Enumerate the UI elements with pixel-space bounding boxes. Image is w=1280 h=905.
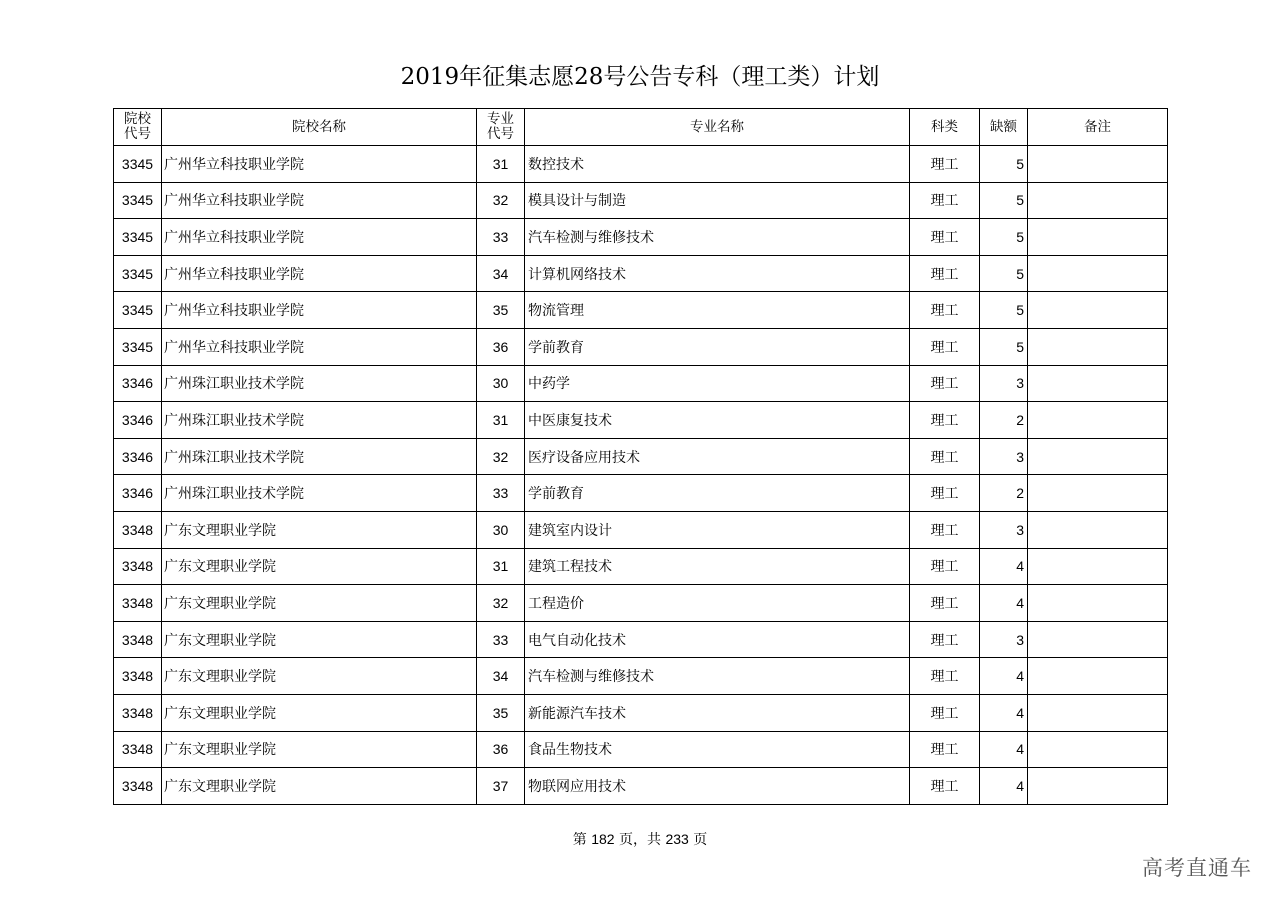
school-code-cell: 3345 <box>114 219 162 256</box>
table-row <box>114 621 1168 658</box>
table-row <box>114 182 1168 219</box>
school-name-cell: 广东文理职业学院 <box>162 658 477 695</box>
header-remark: 备注 <box>1028 109 1168 146</box>
school-name-cell: 广州珠江职业技术学院 <box>162 438 477 475</box>
major-code-cell: 30 <box>477 511 525 548</box>
major-name-cell: 新能源汽车技术 <box>525 694 910 731</box>
header-school-code: 院校代号 <box>114 109 162 146</box>
remark-cell <box>1028 255 1168 292</box>
major-name-cell: 电气自动化技术 <box>525 621 910 658</box>
quota-cell: 4 <box>980 694 1028 731</box>
major-code-cell: 30 <box>477 365 525 402</box>
quota-cell: 4 <box>980 768 1028 805</box>
remark-cell <box>1028 475 1168 512</box>
school-code-cell: 3345 <box>114 255 162 292</box>
major-name-cell: 工程造价 <box>525 585 910 622</box>
header-quota: 缺额 <box>980 109 1028 146</box>
quota-cell: 4 <box>980 658 1028 695</box>
footer-middle: 页，共 <box>619 832 661 848</box>
remark-cell <box>1028 402 1168 439</box>
page-footer <box>0 829 1280 849</box>
table-row <box>114 768 1168 805</box>
quota-cell: 3 <box>980 365 1028 402</box>
school-code-cell: 3345 <box>114 328 162 365</box>
school-name-cell: 广东文理职业学院 <box>162 731 477 768</box>
quota-cell: 4 <box>980 731 1028 768</box>
school-code-cell: 3348 <box>114 658 162 695</box>
category-cell: 理工 <box>910 621 980 658</box>
category-cell: 理工 <box>910 694 980 731</box>
major-code-cell: 31 <box>477 402 525 439</box>
school-name-cell: 广州珠江职业技术学院 <box>162 402 477 439</box>
major-name-cell: 汽车检测与维修技术 <box>525 219 910 256</box>
quota-cell: 4 <box>980 585 1028 622</box>
remark-cell <box>1028 585 1168 622</box>
major-code-cell: 31 <box>477 146 525 183</box>
school-code-cell: 3348 <box>114 548 162 585</box>
major-code-cell: 36 <box>477 328 525 365</box>
school-name-cell: 广东文理职业学院 <box>162 621 477 658</box>
table-row <box>114 585 1168 622</box>
category-cell: 理工 <box>910 365 980 402</box>
table-header-row <box>114 109 1168 146</box>
remark-cell <box>1028 731 1168 768</box>
major-name-cell: 数控技术 <box>525 146 910 183</box>
school-name-cell: 广州华立科技职业学院 <box>162 182 477 219</box>
major-name-cell: 医疗设备应用技术 <box>525 438 910 475</box>
quota-cell: 5 <box>980 292 1028 329</box>
table-row <box>114 475 1168 512</box>
major-name-cell: 食品生物技术 <box>525 731 910 768</box>
remark-cell <box>1028 292 1168 329</box>
category-cell: 理工 <box>910 548 980 585</box>
school-name-cell: 广州华立科技职业学院 <box>162 219 477 256</box>
school-code-cell: 3345 <box>114 146 162 183</box>
school-code-cell: 3348 <box>114 768 162 805</box>
major-name-cell: 模具设计与制造 <box>525 182 910 219</box>
major-name-cell: 中药学 <box>525 365 910 402</box>
school-code-cell: 3346 <box>114 475 162 512</box>
remark-cell <box>1028 694 1168 731</box>
header-school-name: 院校名称 <box>162 109 477 146</box>
major-code-cell: 35 <box>477 694 525 731</box>
remark-cell <box>1028 658 1168 695</box>
school-code-cell: 3348 <box>114 511 162 548</box>
remark-cell <box>1028 511 1168 548</box>
table-row <box>114 328 1168 365</box>
category-cell: 理工 <box>910 438 980 475</box>
major-name-cell: 建筑工程技术 <box>525 548 910 585</box>
major-code-cell: 32 <box>477 585 525 622</box>
header-major-code: 专业代号 <box>477 109 525 146</box>
school-name-cell: 广州华立科技职业学院 <box>162 328 477 365</box>
school-name-cell: 广州华立科技职业学院 <box>162 292 477 329</box>
school-code-cell: 3345 <box>114 292 162 329</box>
enrollment-plan-table <box>113 108 1168 805</box>
table-row <box>114 292 1168 329</box>
table-row <box>114 438 1168 475</box>
school-name-cell: 广州珠江职业技术学院 <box>162 365 477 402</box>
category-cell: 理工 <box>910 292 980 329</box>
school-code-cell: 3348 <box>114 585 162 622</box>
category-cell: 理工 <box>910 255 980 292</box>
category-cell: 理工 <box>910 731 980 768</box>
category-cell: 理工 <box>910 768 980 805</box>
remark-cell <box>1028 146 1168 183</box>
school-code-cell: 3348 <box>114 621 162 658</box>
category-cell: 理工 <box>910 585 980 622</box>
table-row <box>114 511 1168 548</box>
quota-cell: 2 <box>980 402 1028 439</box>
category-cell: 理工 <box>910 475 980 512</box>
header-major-name: 专业名称 <box>525 109 910 146</box>
school-name-cell: 广州华立科技职业学院 <box>162 255 477 292</box>
school-code-cell: 3346 <box>114 365 162 402</box>
major-name-cell: 物流管理 <box>525 292 910 329</box>
school-name-cell: 广东文理职业学院 <box>162 548 477 585</box>
watermark: 高考直通车 <box>1142 856 1252 880</box>
current-page-number: 182 <box>591 831 615 847</box>
school-code-cell: 3345 <box>114 182 162 219</box>
quota-cell: 4 <box>980 548 1028 585</box>
major-name-cell: 中医康复技术 <box>525 402 910 439</box>
category-cell: 理工 <box>910 146 980 183</box>
school-name-cell: 广州华立科技职业学院 <box>162 146 477 183</box>
major-code-cell: 32 <box>477 182 525 219</box>
major-name-cell: 计算机网络技术 <box>525 255 910 292</box>
footer-prefix: 第 <box>572 832 587 848</box>
major-code-cell: 35 <box>477 292 525 329</box>
category-cell: 理工 <box>910 402 980 439</box>
major-code-cell: 34 <box>477 658 525 695</box>
quota-cell: 5 <box>980 146 1028 183</box>
table-row <box>114 255 1168 292</box>
remark-cell <box>1028 768 1168 805</box>
school-name-cell: 广东文理职业学院 <box>162 511 477 548</box>
quota-cell: 3 <box>980 438 1028 475</box>
table-row <box>114 694 1168 731</box>
school-name-cell: 广东文理职业学院 <box>162 694 477 731</box>
quota-cell: 2 <box>980 475 1028 512</box>
category-cell: 理工 <box>910 511 980 548</box>
remark-cell <box>1028 548 1168 585</box>
remark-cell <box>1028 621 1168 658</box>
remark-cell <box>1028 182 1168 219</box>
category-cell: 理工 <box>910 328 980 365</box>
major-code-cell: 33 <box>477 219 525 256</box>
school-code-cell: 3348 <box>114 694 162 731</box>
quota-cell: 3 <box>980 621 1028 658</box>
table-row <box>114 731 1168 768</box>
major-code-cell: 34 <box>477 255 525 292</box>
school-code-cell: 3346 <box>114 438 162 475</box>
category-cell: 理工 <box>910 219 980 256</box>
remark-cell <box>1028 219 1168 256</box>
footer-suffix: 页 <box>693 832 708 848</box>
remark-cell <box>1028 328 1168 365</box>
school-code-cell: 3346 <box>114 402 162 439</box>
header-category: 科类 <box>910 109 980 146</box>
quota-cell: 5 <box>980 255 1028 292</box>
major-code-cell: 31 <box>477 548 525 585</box>
table-row <box>114 658 1168 695</box>
page-title: 2019年征集志愿28号公告专科（理工类）计划 <box>400 64 880 90</box>
major-code-cell: 37 <box>477 768 525 805</box>
major-name-cell: 汽车检测与维修技术 <box>525 658 910 695</box>
category-cell: 理工 <box>910 658 980 695</box>
major-name-cell: 建筑室内设计 <box>525 511 910 548</box>
table-row <box>114 548 1168 585</box>
major-name-cell: 学前教育 <box>525 328 910 365</box>
major-name-cell: 物联网应用技术 <box>525 768 910 805</box>
quota-cell: 3 <box>980 511 1028 548</box>
total-page-number: 233 <box>665 831 689 847</box>
table-row <box>114 402 1168 439</box>
quota-cell: 5 <box>980 328 1028 365</box>
school-name-cell: 广东文理职业学院 <box>162 585 477 622</box>
major-code-cell: 32 <box>477 438 525 475</box>
school-name-cell: 广州珠江职业技术学院 <box>162 475 477 512</box>
school-name-cell: 广东文理职业学院 <box>162 768 477 805</box>
major-code-cell: 33 <box>477 621 525 658</box>
major-code-cell: 36 <box>477 731 525 768</box>
table-row <box>114 365 1168 402</box>
school-code-cell: 3348 <box>114 731 162 768</box>
quota-cell: 5 <box>980 219 1028 256</box>
remark-cell <box>1028 365 1168 402</box>
remark-cell <box>1028 438 1168 475</box>
quota-cell: 5 <box>980 182 1028 219</box>
major-code-cell: 33 <box>477 475 525 512</box>
table-row <box>114 146 1168 183</box>
table-row <box>114 219 1168 256</box>
category-cell: 理工 <box>910 182 980 219</box>
major-name-cell: 学前教育 <box>525 475 910 512</box>
